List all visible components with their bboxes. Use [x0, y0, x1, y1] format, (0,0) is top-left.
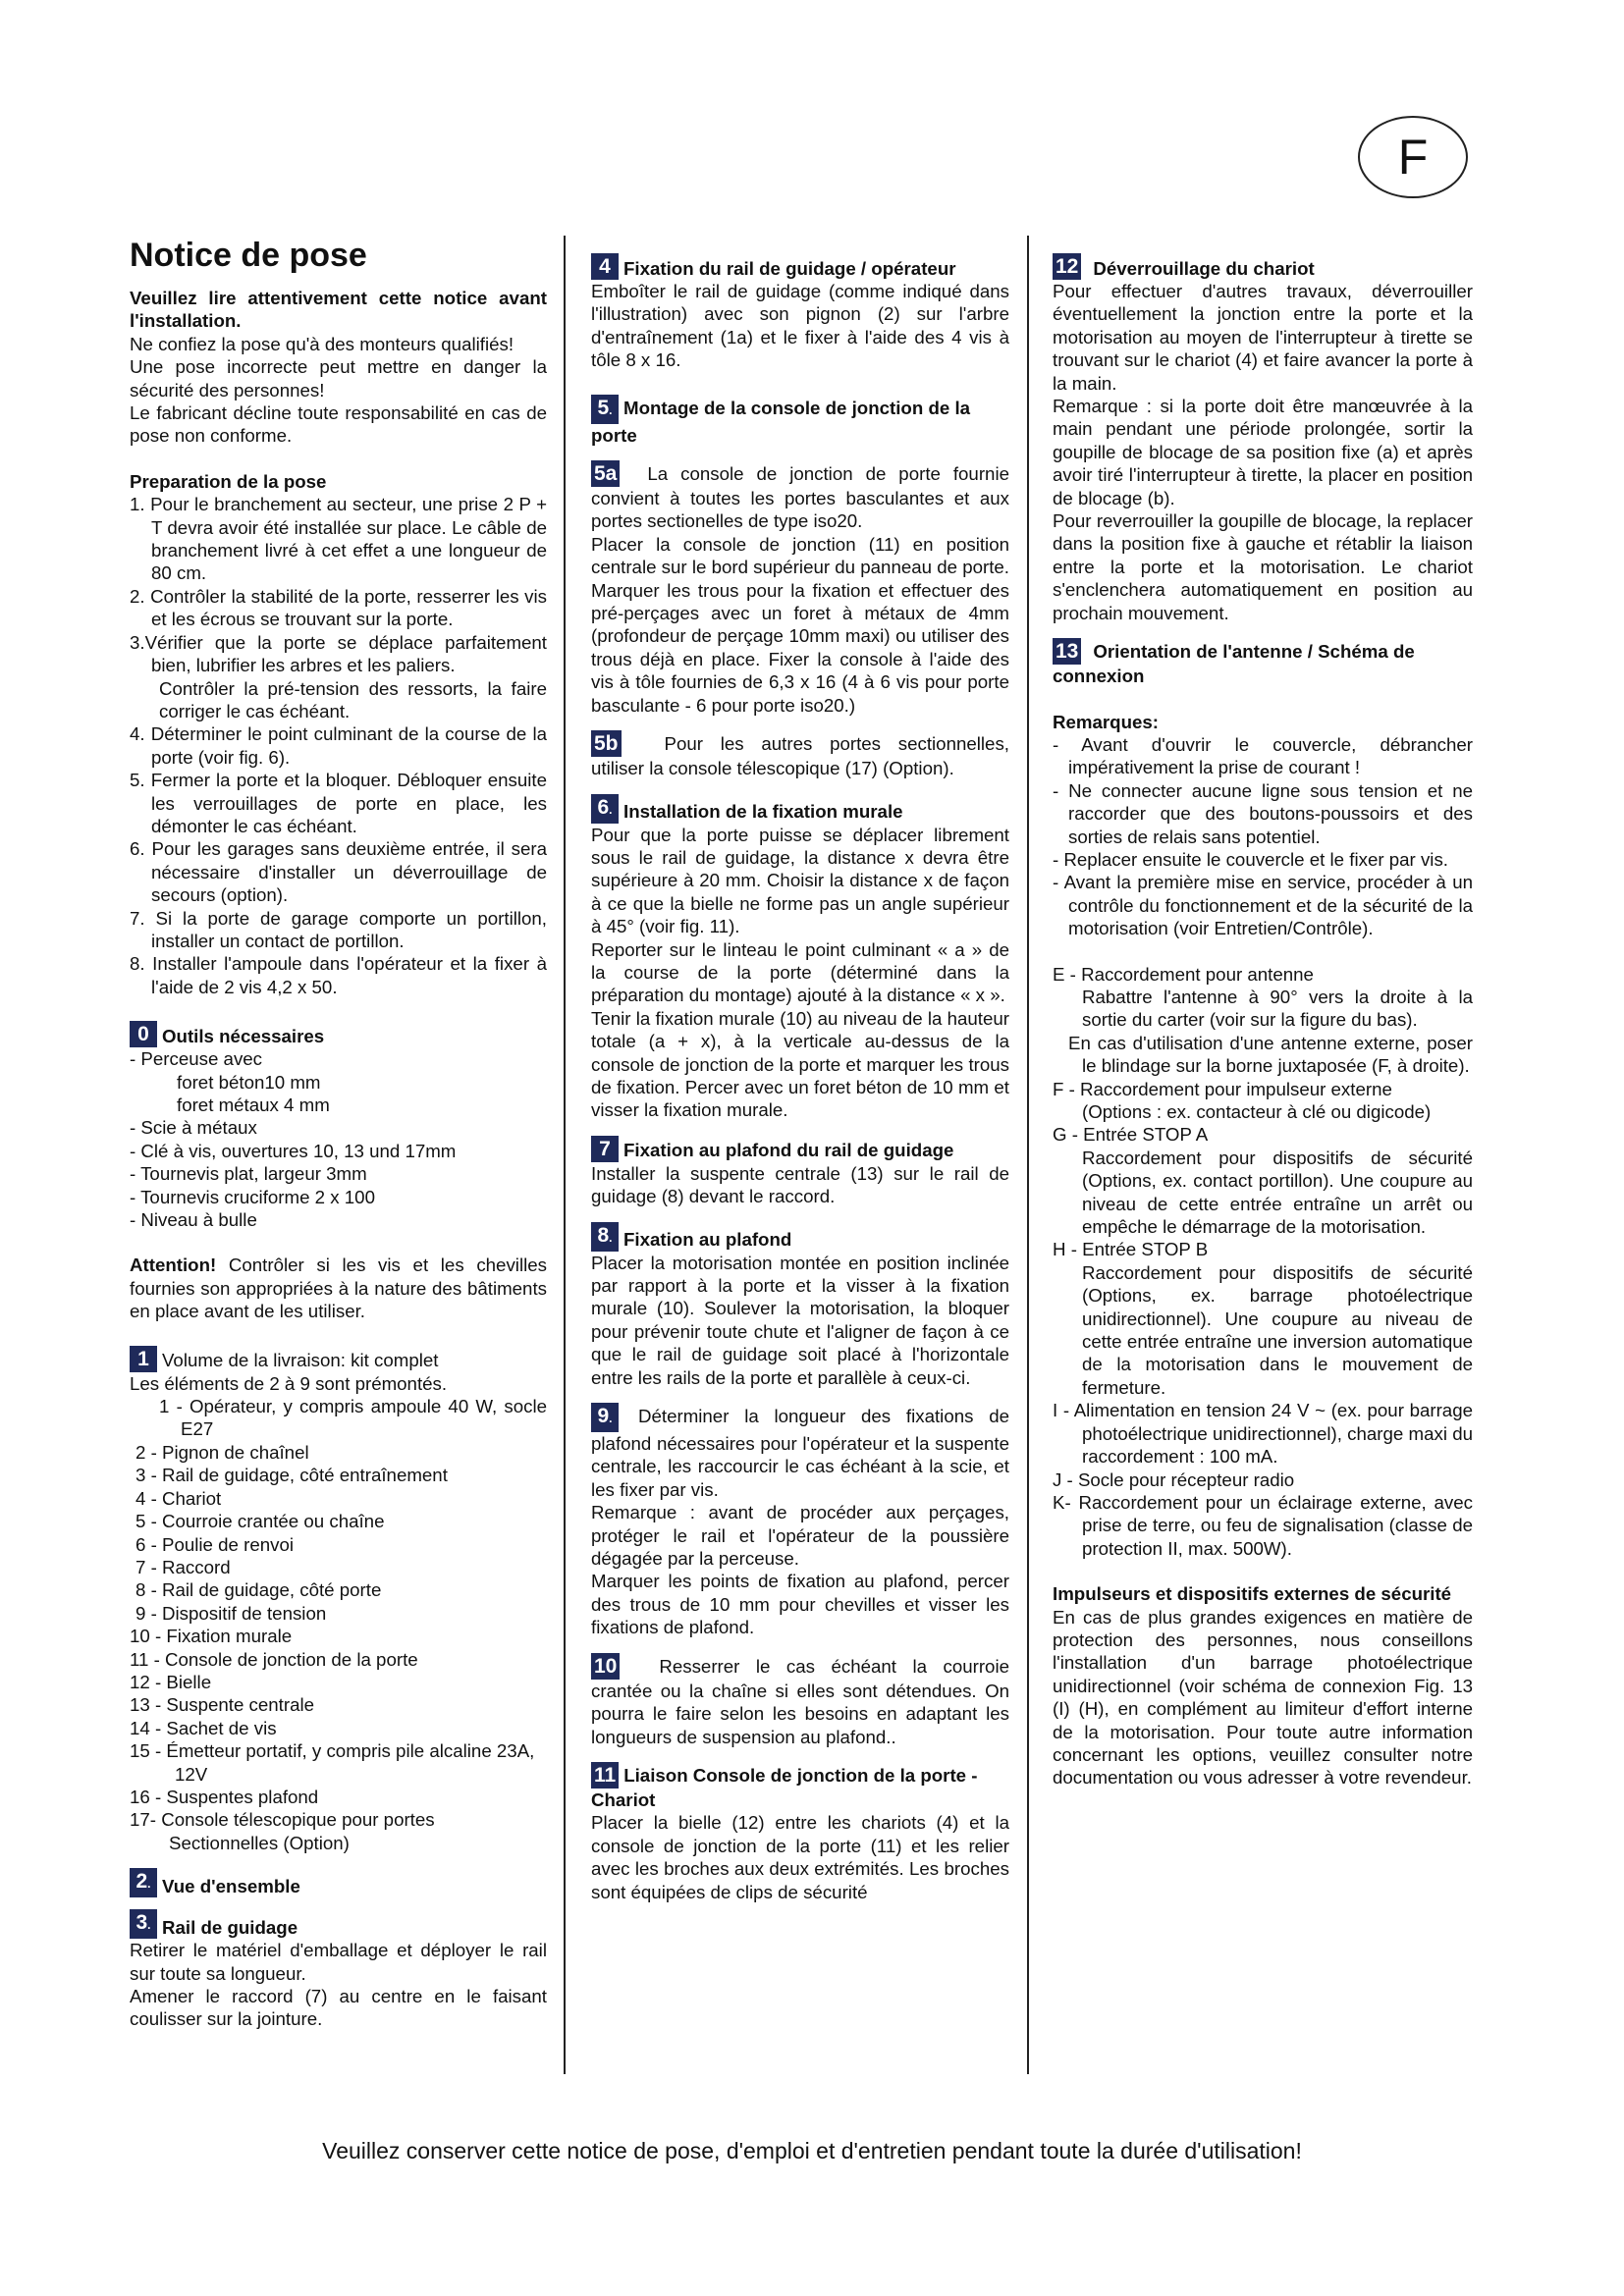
section-6-heading: 6 . Installation de la fixation murale: [591, 794, 1009, 824]
tool-item: - Scie à métaux: [130, 1117, 257, 1139]
section-number: 9 .: [591, 1403, 619, 1432]
delivery-item: 9 - Dispositif de tension: [135, 1602, 327, 1624]
page-title: Notice de pose: [130, 237, 367, 274]
prep-item: 5. Fermer la porte et la bloquer. Débloquer ensuite les verrouillages de porte en place, les démonter le cas échéant.: [130, 770, 547, 836]
section-3-text: Amener le raccord (7) au centre en le faisant coulisser sur la jointure.: [130, 1986, 547, 2030]
delivery-item: 3 - Rail de guidage, côté entraînement: [135, 1465, 448, 1486]
intro-text: Ne confiez la pose qu'à des monteurs qualifiés!: [130, 333, 514, 354]
tool-item: - Tournevis plat, largeur 3mm: [130, 1163, 367, 1185]
section-number: 10: [591, 1653, 620, 1680]
section-11-text: Placer la bielle (12) entre les chariots (4) et la console de jonction de la porte (11) et les relier avec les broches aux deux extrémités. Les broches sont équipées de clips de sécurité: [591, 1812, 1009, 1902]
section-number: 5 .: [591, 395, 619, 424]
section-1-heading: 1 Volume de la livraison: kit complet: [130, 1346, 547, 1372]
delivery-item: 1 - Opérateur, y compris ampoule 40 W, socle E27: [159, 1396, 547, 1440]
section-3-text: Retirer le matériel d'emballage et déployer le rail sur toute sa longueur.: [130, 1940, 547, 1984]
connection-h-text: Raccordement pour dispositifs de sécurité (Options, ex. barrage photoélectrique unidirectionnel). Une coupure au niveau de cette entrée entraîne une inversion automatique de la motorisation dans le mouvement de fermeture.: [1082, 1261, 1473, 1398]
delivery-item: 17- Console télescopique pour portes Sectionnelles (Option): [130, 1809, 435, 1853]
section-9-text: Marquer les points de fixation au plafond, percer des trous de 10 mm pour chevilles et visser les fixations de plafond.: [591, 1571, 1009, 1638]
prep-item: 1. Pour le branchement au secteur, une prise 2 P + T devra avoir été installée sur place. Le câble de branchement livré à cet effet a une longueur de 80 cm.: [130, 494, 547, 584]
section-3-heading: 3 . Rail de guidage: [130, 1909, 547, 1939]
delivery-item: 14 - Sachet de vis: [130, 1717, 277, 1738]
delivery-item: 4 - Chariot: [135, 1487, 222, 1509]
intro-warning: Veuillez lire attentivement cette notice avant l'installation.: [130, 288, 547, 332]
section-number: 13: [1053, 638, 1081, 665]
connection-i: I - Alimentation en tension 24 V ~ (ex. pour barrage photoélectrique unidirectionnel), charge maxi du raccordement : 100 mA.: [1053, 1400, 1473, 1468]
intro-text: Le fabricant décline toute responsabilité en cas de pose non conforme.: [130, 402, 547, 447]
footer-note: Veuillez conserver cette notice de pose, d'emploi et d'entretien pendant toute la durée d'utilisation!: [322, 2138, 1302, 2163]
connection-e-text: Rabattre l'antenne à 90° vers la droite à la sortie du carter (voir sur la figure du bas).: [1082, 986, 1473, 1031]
prep-item: 3.Vérifier que la porte se déplace parfaitement bien, lubrifier les arbres et les paliers.: [130, 631, 547, 676]
section-4-text: Emboîter le rail de guidage (comme indiqué dans l'illustration) avec son pignon (2) sur l'arbre d'entraînement (1a) et le fixer à l'aide des 4 vis à tôle 8 x 16.: [591, 281, 1009, 371]
section-4-heading: 4 Fixation du rail de guidage / opérateur: [591, 253, 1009, 280]
section-6-text: Pour que la porte puisse se déplacer librement sous le rail de guidage, la distance x devra être supérieure à 20 mm. Choisir la distance x de façon à ce que la bielle ne forme pas un angle supérieur à 45° (voir fig. 11).: [591, 824, 1009, 937]
prep-item: 6. Pour les garages sans deuxième entrée, il sera nécessaire d'installer un déverrouillage de secours (option).: [130, 838, 547, 906]
section-number: 0: [130, 1021, 157, 1047]
remark-item: - Avant d'ouvrir le couvercle, débrancher impérativement la prise de courant !: [1053, 733, 1473, 778]
section-8-heading: 8 . Fixation au plafond: [591, 1222, 1009, 1252]
section-12-text: Pour effectuer d'autres travaux, déverrouiller éventuellement la jonction entre la porte et la motorisation au moyen de l'interrupteur à tirette se trouvant sur le chariot (4) et faire avancer la porte à la main.: [1053, 281, 1473, 394]
section-number: 6 .: [591, 794, 619, 824]
section-number: 3 .: [130, 1909, 157, 1939]
intro-text: Une pose incorrecte peut mettre en danger la sécurité des personnes!: [130, 356, 547, 400]
section-5-heading: 5 . Montage de la console de jonction de la porte: [591, 395, 1009, 447]
tool-item: - Tournevis cruciforme 2 x 100: [130, 1186, 375, 1207]
connection-e-text: En cas d'utilisation d'une antenne externe, poser le blindage sur la borne juxtaposée (F, à droite).: [1068, 1032, 1473, 1077]
column-divider: [1027, 236, 1029, 2074]
section-9-text: Remarque : avant de procéder aux perçages, protéger le rail et l'opérateur de la poussière dégagée par la perceuse.: [591, 1502, 1009, 1570]
section-number: 7: [591, 1136, 619, 1162]
connection-f-text: (Options : ex. contacteur à clé ou digicode): [1082, 1101, 1432, 1122]
attention-note: Attention! Contrôler si les vis et les chevilles fournies son appropriées à la nature des bâtiments en place avant de les utiliser.: [130, 1255, 547, 1322]
connection-k: K- Raccordement pour un éclairage externe, avec prise de terre, ou feu de signalisation (classe de protection II, max. 500W).: [1053, 1491, 1473, 1559]
section-12-text: Pour reverrouiller la goupille de blocage, la replacer dans la position fixe à gauche et rétablir la liaison entre la porte et la motorisation. Le chariot s'enclenchera automatiquement en position au prochain mouvement.: [1053, 510, 1473, 623]
delivery-item: 11 - Console de jonction de la porte: [130, 1648, 418, 1670]
column-2: [591, 236, 1009, 1903]
column-1: [130, 236, 547, 2031]
section-6-text: Reporter sur le linteau le point culminant « a » de la course de la porte (déterminé dans la préparation du montage) ajouté à la distance « x ».: [591, 938, 1009, 1006]
section-number: 5a: [591, 460, 620, 487]
delivery-item: 10 - Fixation murale: [130, 1626, 293, 1647]
section-number: 5b: [591, 730, 622, 757]
section-5a-text: Placer la console de jonction (11) en position centrale sur le bord supérieur du panneau de porte. Marquer les trous pour la fixation et effectuer des pré-perçages avec un foret à métaux de 4mm (profondeur de perçage 10mm maxi) ou utiliser des trous déjà en place. Fixer la console à l'aide des vis à tôle fournies de 6,3 x 16 (4 à 6 vis pour porte basculante - 6 pour porte iso20.): [591, 533, 1009, 716]
section-10-text: 10 Resserrer le cas échéant la courroie crantée ou la chaîne si elles sont détendues. On pourra le faire selon les besoins en adaptant les longueurs de suspension au plafond..: [591, 1654, 1009, 1747]
connection-e-title: E - Raccordement pour antenne: [1053, 963, 1314, 985]
section-number: 8 .: [591, 1222, 619, 1252]
delivery-item: 16 - Suspentes plafond: [130, 1786, 319, 1807]
delivery-item: 7 - Raccord: [135, 1556, 231, 1577]
section-number: 11: [591, 1762, 619, 1789]
tool-item: - Niveau à bulle: [130, 1209, 257, 1231]
tool-item: foret métaux 4 mm: [177, 1095, 330, 1115]
impulseurs-title: Impulseurs et dispositifs externes de sécurité: [1053, 1583, 1452, 1605]
section-11-heading: 11 Liaison Console de jonction de la porte - Chariot: [591, 1763, 978, 1810]
remark-item: - Avant la première mise en service, procéder à un contrôle du fonctionnement et de la sécurité de la motorisation (voir Entretien/Contrôle).: [1053, 872, 1473, 939]
section-number: 4: [591, 253, 619, 280]
section-7-heading: 7 Fixation au plafond du rail de guidage: [591, 1136, 1009, 1162]
section-5a-text: 5a La console de jonction de porte fournie convient à toutes les portes basculantes et aux portes sectionelles de type iso20.: [591, 462, 1009, 532]
section-8-text: Placer la motorisation montée en position inclinée par rapport à la porte et la visser à la fixation murale (10). Soulever la motorisation, la bloquer pour prévenir toute chute et l'aligner de façon à ce que le rail de guidage soit placé à l'horizontale entre les rails de la porte et parallèle à ceux-ci.: [591, 1252, 1009, 1388]
prep-item: 4. Déterminer le point culminant de la course de la porte (voir fig. 6).: [130, 723, 547, 768]
delivery-item: 15 - Émetteur portatif, y compris pile alcaline 23A, 12V: [130, 1740, 535, 1785]
column-divider: [564, 236, 566, 2074]
section-7-text: Installer la suspente centrale (13) sur le rail de guidage (8) devant le raccord.: [591, 1162, 1009, 1207]
section-12-text: Remarque : si la porte doit être manœuvrée à la main pendant une période prolongée, sortir la goupille de blocage de sa position fixe (a) et après avoir tiré l'interrupteur à tirette, la placer en position de blocage (b).: [1053, 396, 1473, 508]
connection-h-title: H - Entrée STOP B: [1053, 1239, 1209, 1260]
delivery-item: 6 - Poulie de renvoi: [135, 1533, 295, 1555]
delivery-item: 8 - Rail de guidage, côté porte: [135, 1579, 382, 1601]
prep-item: Contrôler la pré-tension des ressorts, la faire corriger le cas échéant.: [159, 677, 547, 721]
connection-g-title: G - Entrée STOP A: [1053, 1124, 1209, 1146]
section-6-text: Tenir la fixation murale (10) au niveau de la hauteur totale (a + x), à la verticale au-dessus de la console de jonction de la porte et marquer les trous de fixation. Percer avec un foret béton de 10 mm et visser la fixation murale.: [591, 1007, 1009, 1121]
section-number: 1: [130, 1346, 157, 1372]
delivery-item: 13 - Suspente centrale: [130, 1694, 315, 1716]
prep-item: 2. Contrôler la stabilité de la porte, resserrer les vis et les écrous se trouvant sur la porte.: [130, 585, 547, 630]
remark-item: - Replacer ensuite le couvercle et le fixer par vis.: [1053, 848, 1448, 870]
remark-item: - Ne connecter aucune ligne sous tension et ne raccorder que des boutons-poussoirs et des sorties de relais sans potentiel.: [1053, 779, 1473, 847]
section-number: 2 .: [130, 1868, 157, 1897]
prep-title: Preparation de la pose: [130, 470, 327, 492]
connection-f-title: F - Raccordement pour impulseur externe: [1053, 1078, 1392, 1099]
delivery-subtitle: Les éléments de 2 à 9 sont prémontés.: [130, 1372, 448, 1394]
prep-item: 7. Si la porte de garage comporte un portillon, installer un contact de portillon.: [130, 907, 547, 951]
section-12-heading: 12 Déverrouillage du chariot: [1053, 253, 1473, 280]
connection-g-text: Raccordement pour dispositifs de sécurité (Options, ex. contact portillon). Une coupure au niveau de cette entrée entraîne un arrêt ou empêche le démarrage de la motorisation.: [1082, 1147, 1473, 1238]
column-3: [1053, 236, 1473, 1789]
prep-item: 8. Installer l'ampoule dans l'opérateur et la fixer à l'aide de 2 vis 4,2 x 50.: [130, 953, 547, 997]
impulseurs-text: En cas de plus grandes exigences en matière de protection des personnes, nous conseillons l'installation d'un barrage photoélectrique unidirectionnel (voir schéma de connexion Fig. 13 (I) (H), en complément au limiteur d'effort interne de la motorisation. Pour toute autre information concernant les options, veuillez consulter notre documentation ou vous adresser à votre revendeur.: [1053, 1606, 1473, 1789]
delivery-item: 2 - Pignon de chaînel: [135, 1441, 309, 1463]
section-2-heading: 2 . Vue d'ensemble: [130, 1868, 547, 1897]
section-5b-text: 5b Pour les autres portes sectionnelles, utiliser la console télescopique (17) (Option).: [591, 732, 1009, 779]
delivery-item: 5 - Courroie crantée ou chaîne: [135, 1511, 385, 1532]
tool-item: foret béton10 mm: [177, 1071, 321, 1093]
tool-item: - Clé à vis, ouvertures 10, 13 und 17mm: [130, 1140, 457, 1161]
section-0-heading: 0 Outils nécessaires: [130, 1021, 547, 1047]
section-9-text: 9 . Déterminer la longueur des fixations de plafond nécessaires pour l'opérateur et la suspente centrale, les raccourcir le cas échéant à la scie, et les fixer par vis.: [591, 1403, 1009, 1501]
remarks-title: Remarques:: [1053, 711, 1160, 732]
tool-item: - Perceuse avec: [130, 1048, 263, 1070]
section-13-heading: 13 Orientation de l'antenne / Schéma de connexion: [1053, 640, 1415, 687]
delivery-item: 12 - Bielle: [130, 1671, 212, 1692]
section-number: 12: [1053, 253, 1081, 280]
language-badge: F: [1358, 116, 1468, 198]
connection-j: J - Socle pour récepteur radio: [1053, 1468, 1295, 1490]
